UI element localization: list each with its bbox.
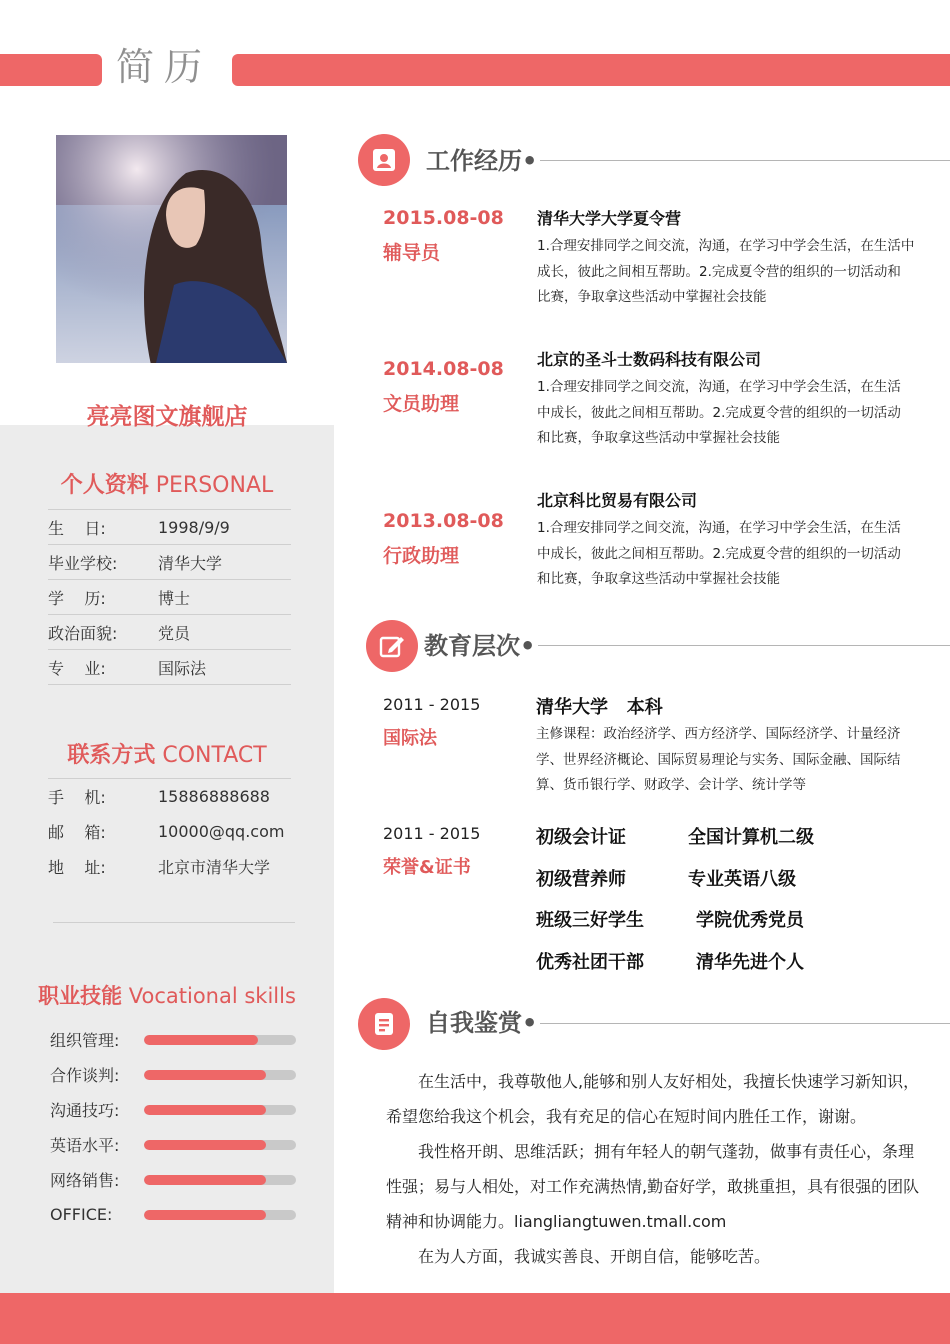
contact-title-en: CONTACT (162, 743, 267, 768)
info-value: 清华大学 (158, 553, 223, 573)
header-bar-left (0, 54, 102, 86)
skills-title-en: Vocational skills (128, 984, 296, 1008)
work-entry-description (537, 516, 937, 593)
honor-item: 初级营养师 (536, 869, 626, 890)
contact-row-phone (48, 779, 291, 814)
education-section-title: 教育层次• (424, 632, 536, 660)
desc-line: 比赛，争取拿这些活动中掌握社会技能 (537, 289, 767, 305)
education-section-icon (366, 620, 418, 672)
info-row-school (48, 545, 291, 580)
skill-label: OFFICE: (50, 1205, 113, 1224)
info-row-birthday (48, 510, 291, 545)
info-label: 专 业: (48, 658, 106, 678)
about-paragraph: 在生活中，我尊敬他人,能够和别人友好相处，我擅长快速学习新知识，希望您给我这个机会，我有充足的信心在短时间内胜任工作，谢谢。 (386, 1072, 920, 1126)
skill-label: 合作谈判: (50, 1066, 120, 1085)
honors-label: 荣誉&证书 (383, 857, 471, 878)
about-section-line (540, 1023, 950, 1024)
info-label: 学 历: (48, 588, 106, 608)
education-major: 国际法 (383, 728, 437, 749)
work-entry-role: 文员助理 (383, 393, 460, 415)
honor-item: 专业英语八级 (688, 869, 796, 890)
about-text (386, 1064, 926, 1274)
skill-level-fill (144, 1140, 266, 1150)
honors-years: 2011 - 2015 (383, 824, 481, 843)
skill-level-bar (144, 1210, 296, 1220)
desc-line: 1.合理安排同学之间交流，沟通，在学习中学会生活，在生活 (537, 379, 901, 395)
info-value: 党员 (158, 623, 191, 643)
skill-level-bar (144, 1035, 296, 1045)
info-label: 政治面貌: (48, 623, 118, 643)
contact-section-title (0, 738, 334, 769)
skill-row (50, 1127, 300, 1162)
page-title: 简历 (116, 45, 213, 89)
honor-item: 清华先进个人 (696, 952, 804, 973)
skill-level-bar (144, 1105, 296, 1115)
info-label: 毕业学校: (48, 553, 118, 573)
course-line: 算、货币银行学、财政学、会计学、统计学等 (536, 777, 806, 793)
skill-label: 英语水平: (50, 1136, 120, 1155)
honor-item: 班级三好学生 (536, 910, 644, 931)
desc-line: 和比赛，争取拿这些活动中掌握社会技能 (537, 571, 780, 587)
skill-level-bar (144, 1070, 296, 1080)
personal-title-en: PERSONAL (155, 473, 274, 498)
honor-item: 初级会计证 (536, 827, 626, 848)
honor-item: 全国计算机二级 (688, 827, 814, 848)
skill-level-fill (144, 1070, 266, 1080)
skills-section-title (0, 980, 334, 1010)
info-value: 国际法 (158, 658, 207, 678)
desc-line: 成长，彼此之间相互帮助。2.完成夏令营的组织的一切活动和 (537, 263, 901, 280)
skill-row (50, 1162, 300, 1197)
info-label: 生 日: (48, 518, 106, 538)
personal-info-table (48, 509, 291, 685)
info-label: 邮 箱: (48, 823, 106, 842)
info-row-political (48, 615, 291, 650)
skill-label: 组织管理: (50, 1031, 120, 1050)
skill-level-bar (144, 1175, 296, 1185)
education-school: 清华大学 本科 (536, 697, 663, 718)
about-section-title: 自我鉴赏• (426, 1009, 538, 1037)
personal-section-title (0, 468, 334, 499)
skill-level-fill (144, 1105, 266, 1115)
email-value[interactable]: 10000@qq.com (158, 822, 285, 841)
skill-label: 沟通技巧: (50, 1101, 120, 1120)
skill-row (50, 1022, 300, 1057)
skill-row (50, 1092, 300, 1127)
about-paragraph: 在为人方面，我诚实善良、开朗自信，能够吃苦。 (418, 1247, 771, 1266)
info-value: 博士 (158, 588, 191, 608)
course-line: 主修课程：政治经济学、西方经济学、国际经济学、计量经济 (536, 726, 901, 742)
contact-row-address (48, 849, 291, 884)
skills-list (50, 1022, 300, 1232)
profile-name: 亮亮图文旗舰店 (86, 404, 248, 430)
work-section-line (540, 160, 950, 161)
course-line: 学、世界经济概论、国际贸易理论与实务、国际金融、国际结 (536, 751, 901, 768)
profile-photo (56, 135, 287, 363)
skill-label: 网络销售: (50, 1171, 120, 1190)
skills-title-cn: 职业技能 (38, 984, 123, 1008)
desc-line: 中成长，彼此之间相互帮助。2.完成夏令营的组织的一切活动 (537, 545, 901, 562)
document-icon (371, 1011, 397, 1037)
skill-level-fill (144, 1035, 258, 1045)
skill-level-bar (144, 1140, 296, 1150)
work-section-icon (358, 134, 410, 186)
skill-level-fill (144, 1175, 266, 1185)
personal-title-cn: 个人资料 (60, 473, 149, 498)
work-entry-company: 清华大学大学夏令营 (537, 209, 682, 228)
work-entry-company: 北京的圣斗士数码科技有限公司 (537, 350, 762, 369)
contact-row-email (48, 814, 291, 849)
skill-row (50, 1197, 300, 1232)
about-paragraph: 我性格开朗、思维活跃；拥有年轻人的朝气蓬勃，做事有责任心，条理性强；易与人相处，对工作充满热情,勤奋好学，敢挑重担，具有很强的团队精神和协调能力。liangliangtuwen.tmall.com (386, 1142, 920, 1231)
desc-line: 中成长，彼此之间相互帮助。2.完成夏令营的组织的一切活动 (537, 404, 901, 421)
info-value: 1998/9/9 (158, 517, 230, 537)
footer-bar (0, 1293, 950, 1344)
work-entry-date: 2013.08-08 (383, 510, 504, 532)
work-entry-company: 北京科比贸易有限公司 (537, 491, 698, 510)
info-row-major (48, 650, 291, 685)
about-section-icon (358, 998, 410, 1050)
honor-item: 优秀社团干部 (536, 952, 644, 973)
info-label: 地 址: (48, 858, 106, 877)
desc-line: 1.合理安排同学之间交流，沟通，在学习中学会生活，在生活 (537, 520, 901, 536)
contact-info-table (48, 778, 291, 884)
work-entry-description (537, 375, 937, 452)
edit-icon (379, 633, 405, 659)
work-entry-role: 行政助理 (383, 545, 460, 567)
work-section-title: 工作经历• (426, 147, 538, 175)
skill-row (50, 1057, 300, 1092)
sidebar-divider (53, 922, 295, 923)
phone-value[interactable]: 15886888688 (158, 787, 270, 806)
info-row-degree (48, 580, 291, 615)
education-years: 2011 - 2015 (383, 695, 481, 714)
honor-item: 学院优秀党员 (696, 910, 804, 931)
info-value: 北京市清华大学 (158, 858, 271, 877)
work-entry-description (537, 234, 937, 311)
desc-line: 和比赛，争取拿这些活动中掌握社会技能 (537, 430, 780, 446)
skill-level-fill (144, 1210, 266, 1220)
work-entry-date: 2015.08-08 (383, 207, 504, 229)
education-courses (536, 722, 936, 799)
work-entry-role: 辅导员 (383, 242, 441, 264)
education-section-line (538, 645, 950, 646)
info-label: 手 机: (48, 788, 106, 807)
header-bar-right (232, 54, 950, 86)
desc-line: 1.合理安排同学之间交流，沟通，在学习中学会生活，在生活中 (537, 238, 915, 254)
work-entry-date: 2014.08-08 (383, 358, 504, 380)
id-card-icon (371, 147, 397, 173)
contact-title-cn: 联系方式 (67, 743, 156, 768)
